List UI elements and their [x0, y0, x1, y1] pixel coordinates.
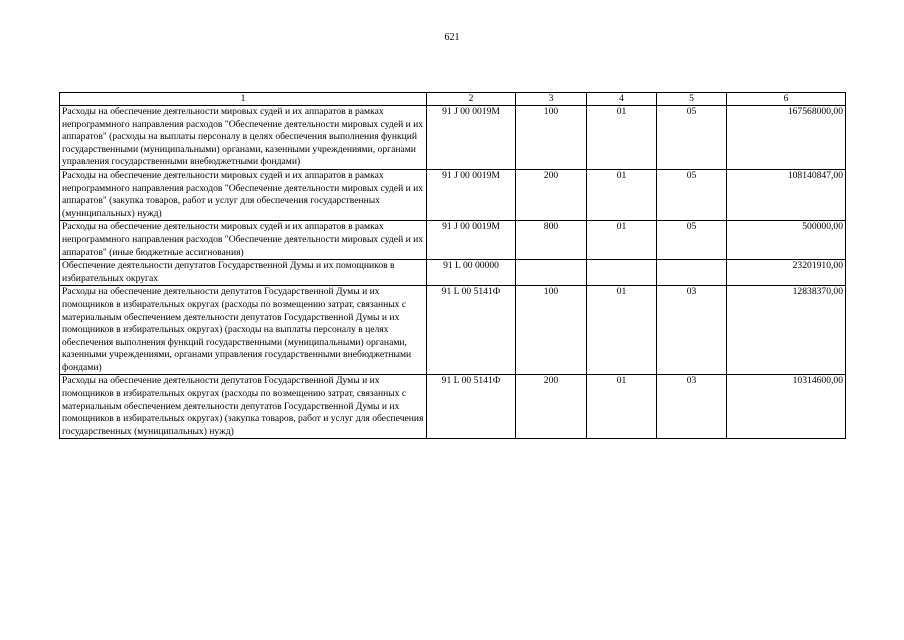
row-amount: 10314600,00: [727, 375, 846, 439]
table-row: [60, 221, 846, 260]
table-row: [60, 106, 846, 170]
table-row: [60, 375, 846, 439]
row-section: 01: [587, 286, 657, 375]
row-expense-type: 200: [516, 375, 587, 439]
row-section: 01: [587, 221, 657, 260]
row-expense-type: [516, 260, 587, 286]
column-header-1: 1: [60, 93, 427, 106]
row-subsection: 03: [657, 375, 727, 439]
table-row: [60, 169, 846, 220]
row-description: Расходы на обеспечение деятельности мировых судей и их аппаратов в рамках непрограммного направления расходов "Обеспечение деятельности мировых судей и их аппаратов" (расходы на выплаты персоналу в целях обеспечения выполнения функций государственными (муниципальными) органами, казенными учреждениями, органами управления государственными внебюджетными фондами): [60, 106, 427, 170]
row-description: Обеспечение деятельности депутатов Государственной Думы и их помощников в избирательных округах: [60, 260, 427, 286]
row-target-code: 91 L 00 00000: [427, 260, 516, 286]
row-subsection: 05: [657, 169, 727, 220]
table-row: [60, 286, 846, 375]
row-subsection: 05: [657, 221, 727, 260]
row-expense-type: 100: [516, 286, 587, 375]
page-number: 621: [444, 32, 460, 43]
row-section: 01: [587, 375, 657, 439]
row-description: Расходы на обеспечение деятельности мировых судей и их аппаратов в рамках непрограммного направления расходов "Обеспечение деятельности мировых судей и их аппаратов" (закупка товаров, работ и услуг для обеспечения государственных (муниципальных) нужд): [60, 169, 427, 220]
column-header-4: 4: [587, 93, 657, 106]
row-expense-type: 200: [516, 169, 587, 220]
row-section: [587, 260, 657, 286]
row-amount: 23201910,00: [727, 260, 846, 286]
row-expense-type: 100: [516, 106, 587, 170]
column-header-3: 3: [516, 93, 587, 106]
table-row: [60, 260, 846, 286]
row-target-code: 91 L 00 5141Ф: [427, 375, 516, 439]
row-amount: 12838370,00: [727, 286, 846, 375]
row-amount: 108140847,00: [727, 169, 846, 220]
row-amount: 500000,00: [727, 221, 846, 260]
column-header-5: 5: [657, 93, 727, 106]
row-section: 01: [587, 106, 657, 170]
budget-table: [59, 92, 846, 439]
row-description: Расходы на обеспечение деятельности депутатов Государственной Думы и их помощников в избирательных округах (расходы по возмещению затрат, связанных с материальным обеспечением деятельности депутатов Государственной Думы и их помощников в избирательных округах) (расходы на выплаты персоналу в целях обеспечения выполнения функций государственными (муниципальными) органами, казенными учреждениями, органами управления государственными внебюджетными фондами): [60, 286, 427, 375]
row-target-code: 91 J 00 0019M: [427, 221, 516, 260]
row-description: Расходы на обеспечение деятельности депутатов Государственной Думы и их помощников в избирательных округах (расходы по возмещению затрат, связанных с материальным обеспечением деятельности депутатов Государственной Думы и их помощников в избирательных округах) (закупка товаров, работ и услуг для обеспечения государственных (муниципальных) нужд): [60, 375, 427, 439]
row-section: 01: [587, 169, 657, 220]
row-target-code: 91 J 00 0019M: [427, 169, 516, 220]
row-amount: 167568000,00: [727, 106, 846, 170]
column-header-6: 6: [727, 93, 846, 106]
row-target-code: 91 L 00 5141Ф: [427, 286, 516, 375]
row-description: Расходы на обеспечение деятельности мировых судей и их аппаратов в рамках непрограммного направления расходов "Обеспечение деятельности мировых судей и их аппаратов" (иные бюджетные ассигнования): [60, 221, 427, 260]
row-subsection: [657, 260, 727, 286]
table-header-row: [60, 93, 846, 106]
row-target-code: 91 J 00 0019M: [427, 106, 516, 170]
row-subsection: 05: [657, 106, 727, 170]
row-expense-type: 800: [516, 221, 587, 260]
row-subsection: 03: [657, 286, 727, 375]
column-header-2: 2: [427, 93, 516, 106]
